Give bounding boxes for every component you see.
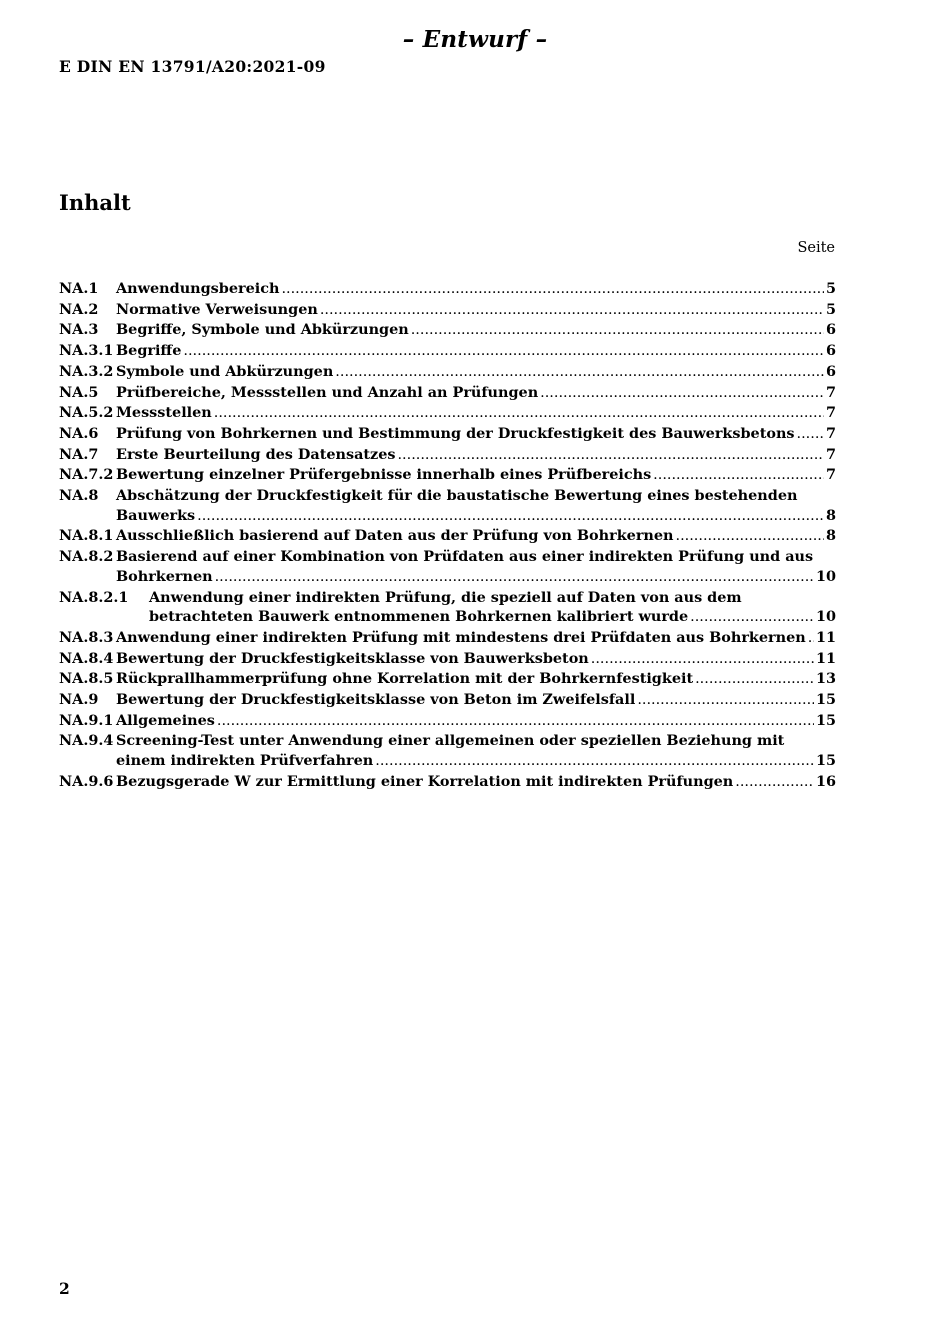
toc-dot-leader: [335, 363, 824, 383]
toc-entry-title: Symbole und Abkürzungen: [116, 362, 334, 380]
toc-entry-page: 11: [815, 628, 836, 646]
toc-entry[interactable]: [59, 320, 836, 341]
toc-entry-page: 16: [815, 772, 836, 790]
toc-entry[interactable]: [59, 588, 836, 628]
toc-entry-body: [116, 628, 836, 649]
toc-entry-number: NA.2: [59, 300, 99, 318]
toc-entry-line: [116, 669, 836, 690]
toc-entry-line: [116, 526, 836, 547]
toc-entry-title: Bewertung der Druckfestigkeitsklasse von Bauwerksbeton: [116, 649, 589, 667]
toc-entry-number: NA.8.3: [59, 628, 114, 646]
toc-entry[interactable]: [59, 628, 836, 649]
toc-entry-page: 8: [825, 527, 836, 545]
toc-entry-number: NA.3: [59, 321, 99, 339]
page-title: Inhalt: [59, 190, 131, 215]
toc-entry-page: 7: [825, 424, 836, 442]
toc-entry-line: [116, 547, 836, 567]
page-number: 2: [59, 1279, 70, 1298]
toc-entry-line: [116, 628, 836, 649]
toc-entry[interactable]: [59, 445, 836, 466]
toc-entry-title: Allgemeines: [116, 711, 215, 729]
toc-entry-number: NA.7: [59, 445, 99, 463]
toc-entry-number: NA.8.4: [59, 649, 114, 667]
table-of-contents: [59, 279, 836, 793]
toc-entry-number: NA.9: [59, 691, 99, 709]
toc-entry-title: Rückprallhammerprüfung ohne Korrelation mit der Bohrkernfestigkeit: [116, 670, 694, 688]
toc-entry-line: [116, 772, 836, 793]
toc-entry[interactable]: [59, 731, 836, 771]
toc-entry-title: einem indirekten Prüfverfahren: [116, 752, 374, 770]
toc-entry-page: 10: [815, 608, 836, 626]
draft-label: – Entwurf –: [402, 26, 548, 53]
toc-entry-page: 7: [825, 383, 836, 401]
toc-entry-number: NA.3.1: [59, 342, 114, 360]
toc-entry[interactable]: [59, 486, 836, 526]
toc-entry-number: NA.8.2: [59, 548, 114, 566]
toc-entry-body: [116, 772, 836, 793]
toc-entry[interactable]: [59, 300, 836, 321]
toc-entry-body: [116, 279, 836, 300]
toc-entry-title: Begriffe: [116, 342, 182, 360]
toc-dot-leader: [281, 280, 824, 300]
toc-entry-line: [116, 751, 836, 772]
toc-entry-number: NA.9.4: [59, 732, 114, 750]
toc-entry-page: 5: [825, 300, 836, 318]
toc-entry-title: Prüfbereiche, Messstellen und Anzahl an Prüfungen: [116, 383, 539, 401]
toc-entry-body: [116, 649, 836, 670]
toc-entry-page: 8: [825, 506, 836, 524]
toc-entry-line: [116, 403, 836, 424]
toc-dot-leader: [397, 446, 824, 466]
toc-entry-number: NA.8.2.1: [59, 588, 129, 606]
toc-entry-page: 6: [825, 362, 836, 380]
toc-entry-line: [116, 506, 836, 527]
toc-entry-title: Bohrkernen: [116, 567, 213, 585]
toc-entry-body: [116, 669, 836, 690]
toc-entry-body: [149, 588, 836, 628]
document-id: E DIN EN 13791/A20:2021-09: [59, 57, 326, 76]
toc-entry-title: Ausschließlich basierend auf Daten aus der Prüfung von Bohrkernen: [116, 527, 674, 545]
toc-entry[interactable]: [59, 279, 836, 300]
toc-entry-number: NA.8.1: [59, 527, 114, 545]
toc-dot-leader: [183, 342, 824, 362]
toc-dot-leader: [676, 527, 824, 547]
toc-entry-line: [116, 711, 836, 732]
toc-entry-title: Prüfung von Bohrkernen und Bestimmung der Druckfestigkeit des Bauwerksbetons: [116, 424, 795, 442]
toc-entry-body: [116, 690, 836, 711]
toc-entry-body: [116, 547, 836, 587]
toc-entry-line: [116, 300, 836, 321]
toc-entry-line: [149, 588, 836, 608]
toc-entry-body: [116, 341, 836, 362]
toc-entry-number: NA.7.2: [59, 466, 114, 484]
toc-entry-page: 6: [825, 321, 836, 339]
toc-entry-body: [116, 486, 836, 526]
toc-entry[interactable]: [59, 772, 836, 793]
toc-entry-title: Bewertung der Druckfestigkeitsklasse von Beton im Zweifelsfall: [116, 691, 636, 709]
toc-entry[interactable]: [59, 465, 836, 486]
toc-entry-number: NA.5: [59, 383, 99, 401]
toc-dot-leader: [797, 425, 824, 445]
toc-entry-title: betrachteten Bauwerk entnommenen Bohrkernen kalibriert wurde: [149, 608, 689, 626]
toc-entry-line: [116, 341, 836, 362]
toc-entry-number: NA.9.1: [59, 711, 114, 729]
toc-entry-body: [116, 465, 836, 486]
toc-dot-leader: [591, 650, 814, 670]
toc-entry-number: NA.8: [59, 487, 99, 505]
toc-entry-title: Messstellen: [116, 404, 212, 422]
page-column-label: Seite: [797, 240, 835, 256]
toc-entry[interactable]: [59, 649, 836, 670]
toc-entry[interactable]: [59, 547, 836, 587]
toc-entry-page: 15: [815, 711, 836, 729]
toc-entry-title: Bezugsgerade W zur Ermittlung einer Korrelation mit indirekten Prüfungen: [116, 772, 734, 790]
toc-entry-title: Bauwerks: [116, 506, 196, 524]
toc-entry-line: [116, 690, 836, 711]
toc-entry-line: [116, 362, 836, 383]
toc-entry-body: [116, 300, 836, 321]
toc-entry-line: [149, 607, 836, 628]
toc-dot-leader: [653, 466, 824, 486]
toc-dot-leader: [690, 608, 814, 628]
toc-entry-body: [116, 731, 836, 771]
toc-entry-title: Erste Beurteilung des Datensatzes: [116, 445, 396, 463]
toc-entry[interactable]: [59, 690, 836, 711]
toc-entry-page: 5: [825, 280, 836, 297]
toc-dot-leader: [735, 773, 814, 793]
toc-entry[interactable]: [59, 424, 836, 445]
toc-entry[interactable]: [59, 403, 836, 424]
toc-entry[interactable]: [59, 341, 836, 362]
toc-entry-body: [116, 424, 836, 445]
toc-entry-title: Bewertung einzelner Prüfergebnisse innerhalb eines Prüfbereichs: [116, 466, 652, 484]
toc-entry-title: Anwendung einer indirekten Prüfung mit mindestens drei Prüfdaten aus Bohrkernen: [116, 628, 806, 646]
toc-entry-line: [116, 279, 836, 300]
toc-entry-page: 7: [825, 445, 836, 463]
toc-entry[interactable]: [59, 362, 836, 383]
toc-entry-body: [116, 526, 836, 547]
toc-entry-body: [116, 320, 836, 341]
toc-dot-leader: [320, 301, 824, 321]
toc-dot-leader: [540, 384, 824, 404]
toc-entry-title: Abschätzung der Druckfestigkeit für die baustatische Bewertung eines bestehenden: [116, 487, 798, 505]
toc-dot-leader: [214, 404, 824, 424]
toc-entry-line: [116, 486, 836, 506]
toc-entry-line: [116, 649, 836, 670]
toc-entry-number: NA.8.5: [59, 670, 114, 688]
toc-entry[interactable]: [59, 526, 836, 547]
toc-entry-body: [116, 403, 836, 424]
toc-dot-leader: [411, 321, 824, 341]
toc-entry[interactable]: [59, 711, 836, 732]
toc-entry-number: NA.1: [59, 280, 99, 297]
toc-entry-line: [116, 424, 836, 445]
toc-entry-body: [116, 445, 836, 466]
toc-entry-page: 15: [815, 691, 836, 709]
toc-entry-body: [116, 362, 836, 383]
toc-entry-body: [116, 383, 836, 404]
toc-entry-number: NA.5.2: [59, 404, 114, 422]
toc-dot-leader: [637, 691, 814, 711]
toc-entry-body: [116, 711, 836, 732]
toc-entry-title: Normative Verweisungen: [116, 300, 318, 318]
toc-entry-line: [116, 465, 836, 486]
toc-entry-page: 10: [815, 567, 836, 585]
toc-entry-title: Begriffe, Symbole und Abkürzungen: [116, 321, 409, 339]
toc-entry-page: 13: [815, 670, 836, 688]
toc-entry[interactable]: [59, 383, 836, 404]
toc-entry-number: NA.6: [59, 424, 99, 442]
toc-dot-leader: [808, 629, 814, 649]
toc-entry-page: 6: [825, 342, 836, 360]
toc-entry-page: 7: [825, 404, 836, 422]
toc-entry[interactable]: [59, 669, 836, 690]
toc-entry-title: Anwendung einer indirekten Prüfung, die speziell auf Daten von aus dem: [149, 588, 742, 606]
toc-entry-line: [116, 731, 836, 751]
toc-dot-leader: [197, 507, 824, 527]
toc-entry-page: 7: [825, 466, 836, 484]
toc-entry-page: 11: [815, 649, 836, 667]
toc-entry-line: [116, 445, 836, 466]
toc-entry-page: 15: [815, 752, 836, 770]
toc-dot-leader: [695, 670, 814, 690]
toc-entry-line: [116, 383, 836, 404]
toc-dot-leader: [375, 752, 814, 772]
toc-entry-title: Screening-Test unter Anwendung einer allgemeinen oder speziellen Beziehung mit: [116, 732, 785, 750]
toc-entry-line: [116, 320, 836, 341]
toc-entry-title: Basierend auf einer Kombination von Prüfdaten aus einer indirekten Prüfung und aus: [116, 548, 814, 566]
toc-entry-number: NA.3.2: [59, 362, 114, 380]
toc-entry-title: Anwendungsbereich: [116, 280, 280, 297]
toc-entry-number: NA.9.6: [59, 772, 114, 790]
toc-dot-leader: [215, 568, 814, 588]
toc-entry-line: [116, 567, 836, 588]
toc-dot-leader: [217, 712, 814, 732]
